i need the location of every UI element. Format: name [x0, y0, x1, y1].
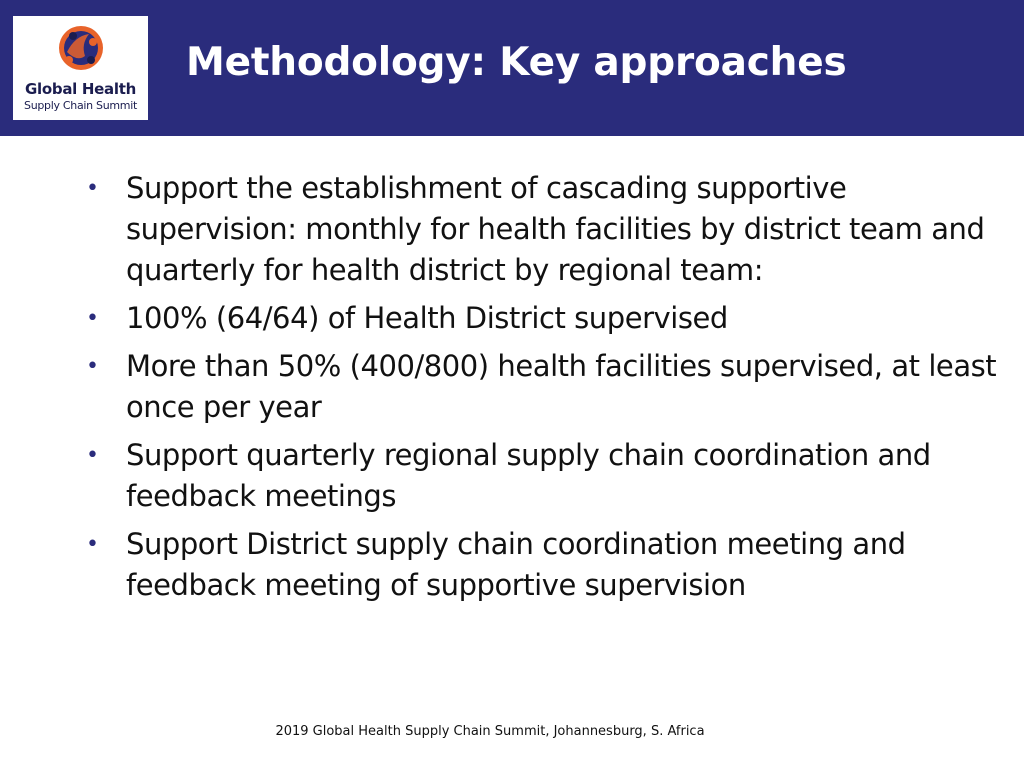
- slide-title: Methodology: Key approaches: [186, 40, 847, 85]
- bullet-item: [80, 298, 1000, 339]
- bullet-dot: •: [86, 176, 99, 201]
- globe-people-icon: [55, 22, 107, 74]
- bullet-dot: •: [86, 306, 99, 331]
- bullet-text: Support quarterly regional supply chain coordination and feedback meetings: [126, 438, 931, 513]
- bullet-list: [80, 168, 1000, 613]
- slide-footer: 2019 Global Health Supply Chain Summit, Johannesburg, S. Africa: [275, 724, 705, 739]
- bullet-text: Support the establishment of cascading supportive supervision: monthly for health facilities by district team and quarterly for health district by regional team:: [126, 171, 985, 287]
- bullet-item: [80, 346, 1000, 428]
- logo-subtitle: Supply Chain Summit: [24, 99, 137, 112]
- bullet-text: Support District supply chain coordination meeting and feedback meeting of supportive supervision: [126, 527, 906, 602]
- bullet-item: [80, 168, 1000, 291]
- slide-header: [0, 0, 1024, 136]
- bullet-dot: •: [86, 532, 99, 557]
- bullet-item: [80, 435, 1000, 517]
- logo-name: Global Health: [25, 80, 136, 98]
- summit-logo: [13, 16, 148, 120]
- bullet-dot: •: [86, 354, 99, 379]
- bullet-item: [80, 524, 1000, 606]
- bullet-dot: •: [86, 443, 99, 468]
- bullet-text: More than 50% (400/800) health facilities supervised, at least once per year: [126, 349, 997, 424]
- bullet-text: 100% (64/64) of Health District supervised: [126, 301, 728, 335]
